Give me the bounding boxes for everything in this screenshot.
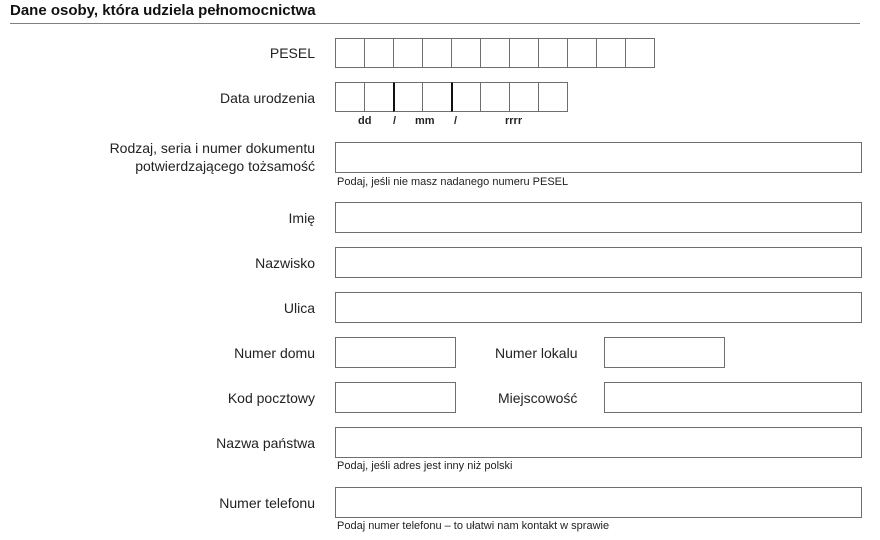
- apartment-number-label: Numer lokalu: [495, 345, 578, 361]
- street-label: Ulica: [283, 300, 315, 316]
- birth-date-year-digit[interactable]: [480, 82, 510, 112]
- date-legend-year: rrrr: [505, 115, 523, 127]
- section-title: Dane osoby, która udziela pełnomocnictwa: [10, 2, 316, 19]
- pesel-digit[interactable]: [393, 38, 423, 68]
- pesel-digit[interactable]: [567, 38, 597, 68]
- id-document-input[interactable]: [335, 142, 862, 173]
- birth-date-month-digit[interactable]: [422, 82, 452, 112]
- birth-date-day-digit[interactable]: [364, 82, 394, 112]
- date-legend-day: dd: [358, 115, 372, 127]
- section-divider: [10, 23, 860, 24]
- date-legend-separator: /: [393, 115, 397, 127]
- postal-code-label: Kod pocztowy: [227, 390, 315, 406]
- id-document-label-line: Rodzaj, seria i numer dokumentu: [109, 140, 315, 156]
- last-name-input[interactable]: [335, 247, 862, 278]
- street-input[interactable]: [335, 292, 862, 323]
- pesel-digit[interactable]: [364, 38, 394, 68]
- city-input[interactable]: [604, 382, 862, 413]
- pesel-digit[interactable]: [480, 38, 510, 68]
- phone-input[interactable]: [335, 487, 862, 518]
- phone-label: Numer telefonu: [219, 495, 315, 511]
- birth-date-year-digit[interactable]: [509, 82, 539, 112]
- country-hint: Podaj, jeśli adres jest inny niż polski: [337, 460, 513, 472]
- id-document-label-line: potwierdzającego tożsamość: [135, 158, 315, 174]
- first-name-input[interactable]: [335, 202, 862, 233]
- id-document-label: [110, 139, 315, 175]
- pesel-digit[interactable]: [422, 38, 452, 68]
- birth-date-day-digit[interactable]: [335, 82, 365, 112]
- pesel-field: [335, 38, 655, 68]
- pesel-digit[interactable]: [538, 38, 568, 68]
- pesel-digit[interactable]: [625, 38, 655, 68]
- pesel-digit[interactable]: [596, 38, 626, 68]
- date-legend-separator: /: [454, 115, 458, 127]
- birth-date-year-digit[interactable]: [538, 82, 568, 112]
- postal-code-input[interactable]: [335, 382, 456, 413]
- house-number-label: Numer domu: [234, 345, 315, 361]
- phone-hint: Podaj numer telefonu – to ułatwi nam kontakt w sprawie: [337, 520, 610, 532]
- birth-date-month-digit[interactable]: [393, 82, 423, 112]
- birth-date-year-digit[interactable]: [451, 82, 481, 112]
- id-document-hint: Podaj, jeśli nie masz nadanego numeru PESEL: [337, 176, 569, 188]
- apartment-number-input[interactable]: [604, 337, 725, 368]
- birth-date-field: [335, 82, 568, 112]
- house-number-input[interactable]: [335, 337, 456, 368]
- pesel-label: PESEL: [269, 45, 315, 61]
- pesel-digit[interactable]: [451, 38, 481, 68]
- first-name-label: Imię: [288, 210, 315, 226]
- date-legend-month: mm: [415, 115, 435, 127]
- last-name-label: Nazwisko: [255, 255, 315, 271]
- birth-date-label: Data urodzenia: [220, 90, 315, 106]
- city-label: Miejscowość: [498, 390, 578, 406]
- pesel-digit[interactable]: [335, 38, 365, 68]
- country-input[interactable]: [335, 427, 862, 458]
- country-label: Nazwa państwa: [216, 435, 315, 451]
- pesel-digit[interactable]: [509, 38, 539, 68]
